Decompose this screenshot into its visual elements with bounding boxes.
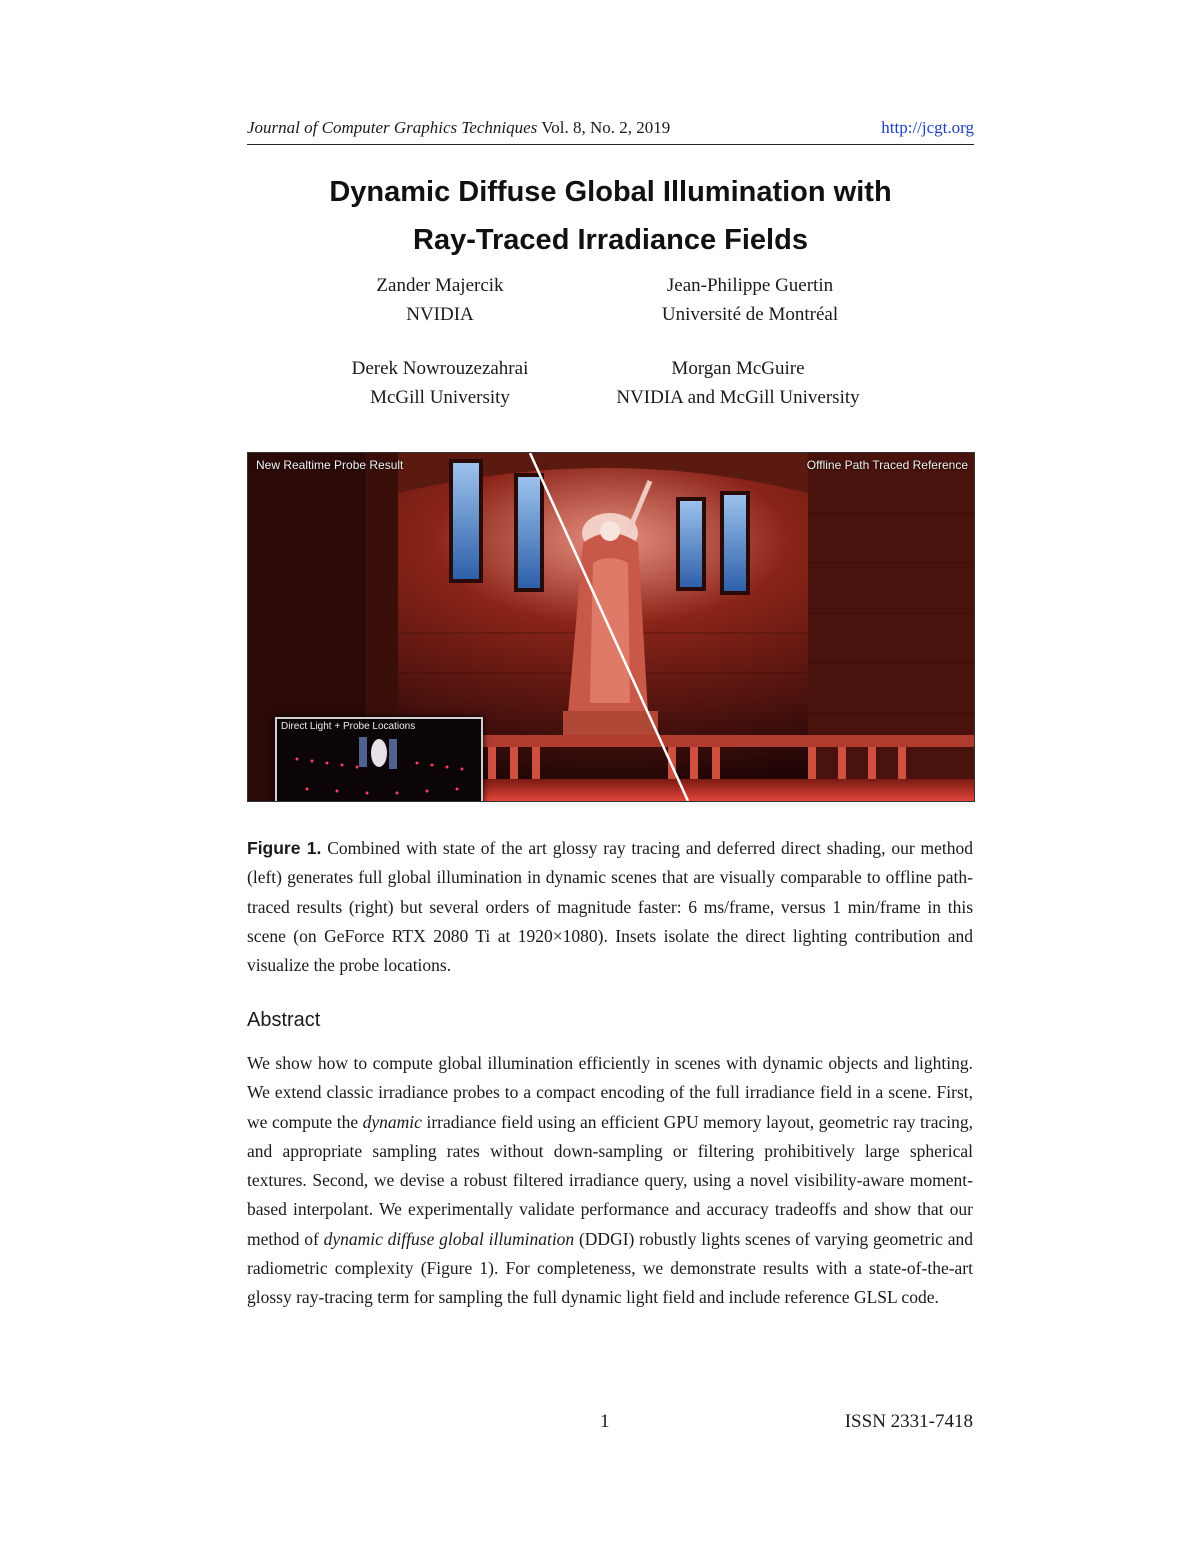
abstract-heading: Abstract: [247, 1009, 321, 1031]
journal-header: [247, 116, 974, 145]
abstract-text-1: We show how to compute global illumination efficiently in scenes with dynamic objects and lighting. We extend classic irradiance probes to a compact encoding of the full irradiance field in a scene. First, we compute the: [247, 1053, 973, 1132]
title-line-1: Dynamic Diffuse Global Illumination with: [329, 176, 892, 208]
figure-number: Figure 1.: [247, 838, 322, 858]
author-name: Morgan McGuire: [671, 358, 805, 379]
inset-label: Direct Light + Probe Locations: [281, 721, 416, 732]
abstract-body: [247, 1049, 973, 1313]
author-affiliation: NVIDIA and McGill University: [616, 387, 860, 408]
author-block-2: [580, 271, 920, 329]
author-affiliation: McGill University: [370, 387, 510, 408]
abstract-text-2: irradiance field using an efficient GPU memory layout, geometric ray tracing, and appropriate sampling rates without down-sampling or filtering prohibitively large spherical textures. Second, we devise a robust filtered irradiance query, using a novel visibility-aware moment-based interpolant. We experimentally validate performance and accuracy tradeoffs and show that our method of: [247, 1111, 973, 1249]
caption-text: Combined with state of the art glossy ray tracing and deferred direct shading, our method (left) generates full global illumination in dynamic scenes that are visually comparable to offline path-traced results (right) but several orders of magnitude faster: 6 ms/frame, versus 1 min/frame in this scene (on GeForce RTX 2080 Ti at 1920×1080). Insets isolate the direct lighting contribution and visualize the probe locations.: [247, 838, 973, 976]
figure-caption: [247, 834, 973, 980]
journal-name: Journal of Computer Graphics Techniques: [247, 118, 538, 137]
abstract-emphasis-1: dynamic: [362, 1111, 422, 1132]
figure-1-image: [247, 452, 975, 802]
issn: ISSN 2331-7418: [844, 1411, 973, 1432]
author-name: Jean-Philippe Guertin: [666, 275, 834, 296]
abstract-emphasis-2: dynamic diffuse global illumination: [323, 1228, 575, 1249]
page-number: 1: [600, 1411, 610, 1432]
right-render-label: Offline Path Traced Reference: [806, 458, 968, 472]
author-name: Derek Nowrouzezahrai: [351, 358, 529, 379]
volume-info: Vol. 8, No. 2, 2019: [537, 118, 671, 137]
author-block-4: [568, 354, 908, 412]
paper-title: [247, 168, 974, 264]
abstract-text-3: (DDGI) robustly lights scenes of varying geometric and radiometric complexity (Figure 1). For completeness, we demonstrate results with a state-of-the-art glossy ray-tracing term for sampling the full dynamic light field and include reference GLSL code.: [247, 1228, 973, 1308]
journal-url-link[interactable]: http://jcgt.org: [881, 118, 974, 137]
author-block-3: [270, 354, 610, 412]
probe-locations-inset: [275, 717, 483, 802]
left-render-label: New Realtime Probe Result: [256, 458, 404, 472]
journal-info: [247, 118, 670, 138]
author-affiliation: NVIDIA: [406, 304, 474, 325]
author-affiliation: Université de Montréal: [661, 304, 839, 325]
author-block-1: [270, 271, 610, 329]
title-line-2: Ray-Traced Irradiance Fields: [413, 224, 808, 256]
author-name: Zander Majercik: [376, 275, 504, 296]
